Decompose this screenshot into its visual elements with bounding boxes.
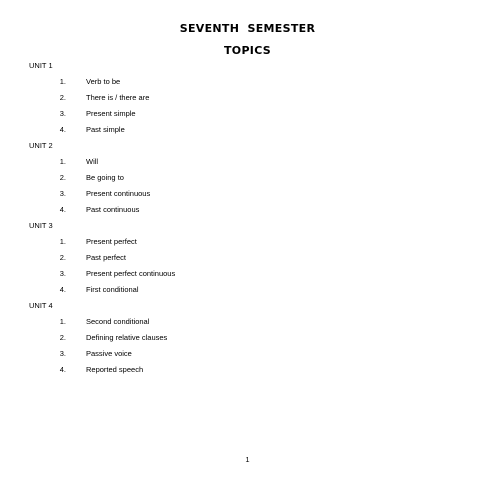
- topic-number: 2.: [59, 93, 66, 102]
- topic-number: 4.: [59, 365, 66, 374]
- topic-number: 3.: [59, 269, 66, 278]
- topic-item: Reported speech: [86, 365, 144, 374]
- topic-item: Second conditional: [86, 317, 150, 326]
- topic-number: 2.: [59, 333, 66, 342]
- topic-number: 2.: [59, 253, 66, 262]
- topic-item: Present perfect: [86, 237, 137, 246]
- page-number: 1: [245, 455, 250, 464]
- topic-number: 1.: [59, 157, 66, 166]
- topic-number: 4.: [59, 285, 66, 294]
- unit-heading: UNIT 2: [29, 141, 53, 150]
- topic-item: Present simple: [86, 109, 136, 118]
- topic-item: Present perfect continuous: [86, 269, 176, 278]
- topic-item: First conditional: [86, 285, 139, 294]
- topic-item: Verb to be: [86, 77, 121, 86]
- topic-number: 1.: [59, 317, 66, 326]
- unit-heading: UNIT 4: [29, 301, 53, 310]
- topic-item: Defining relative clauses: [86, 333, 168, 342]
- document-subtitle: TOPICS: [223, 44, 271, 57]
- document-title: SEVENTH SEMESTER: [179, 22, 316, 35]
- topic-item: Will: [86, 157, 99, 166]
- topic-item: Present continuous: [86, 189, 151, 198]
- topic-number: 1.: [59, 237, 66, 246]
- unit-heading: UNIT 3: [29, 221, 53, 230]
- topic-item: There is / there are: [86, 93, 150, 102]
- topic-number: 1.: [59, 77, 66, 86]
- topic-number: 4.: [59, 125, 66, 134]
- topic-number: 3.: [59, 109, 66, 118]
- topic-item: Be going to: [86, 173, 124, 182]
- topic-item: Passive voice: [86, 349, 132, 358]
- topic-number: 4.: [59, 205, 66, 214]
- topic-item: Past perfect: [86, 253, 127, 262]
- topic-number: 2.: [59, 173, 66, 182]
- unit-heading: UNIT 1: [29, 61, 53, 70]
- topic-number: 3.: [59, 189, 66, 198]
- topic-item: Past continuous: [86, 205, 140, 214]
- topic-number: 3.: [59, 349, 66, 358]
- topic-item: Past simple: [86, 125, 125, 134]
